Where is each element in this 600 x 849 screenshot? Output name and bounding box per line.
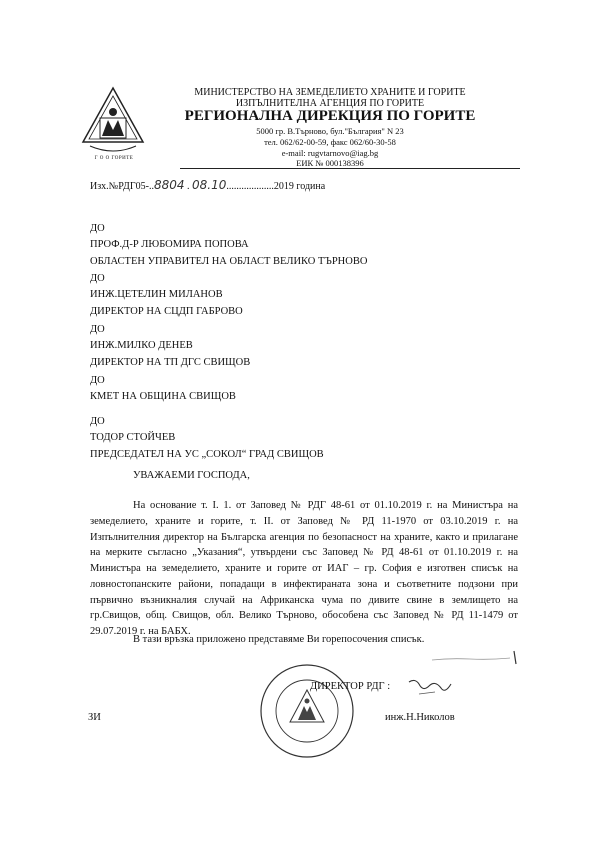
official-stamp-icon bbox=[258, 662, 356, 760]
recipient-block bbox=[90, 414, 324, 463]
recipient-title: ОБЛАСТЕН УПРАВИТЕЛ НА ОБЛАСТ ВЕЛИКО ТЪРНОВО bbox=[90, 255, 368, 267]
recipient-to: ДО bbox=[90, 273, 105, 284]
recipient-block bbox=[90, 373, 236, 406]
phone-fax: тел. 062/62-00-59, факс 062/60-30-58 bbox=[264, 137, 396, 147]
postal-address: 5000 гр. В.Търново, бул."България" N 23 bbox=[256, 126, 404, 136]
reference-number: 8804 bbox=[153, 178, 185, 192]
signer-name: инж.Н.Николов bbox=[385, 712, 455, 723]
author-initials: ЗИ bbox=[88, 712, 101, 723]
recipient-title: ДИРЕКТОР НА СЦДП ГАБРОВО bbox=[90, 305, 243, 317]
recipient-name: ИНЖ.ЦЕТЕЛИН МИЛАНОВ bbox=[90, 289, 223, 301]
regional-directorate-title: РЕГИОНАЛНА ДИРЕКЦИЯ ПО ГОРИТЕ bbox=[184, 108, 476, 124]
recipient-title: ДИРЕКТОР НА ТП ДГС СВИЩОВ bbox=[90, 356, 251, 368]
letter-body: На основание т. I. 1. от Заповед № РДГ 48-61 от 01.10.2019 г. на Министъра на земеделието, храните и горите, т. II. от Заповед № РД 11-1970 от 03.10.2019 г. на Изпълнителния директор на Българска агенция по безопасност на храните, както и прилагане на мерките съгласно „Указания“, утвърдени със Заповед № РД 48-61 от 01.10.2019 г. на Министъра на земеделието, храните и горите от ИАГ – гр. София е изготвен списък на ловностопанските райони, попадащи в инфектираната зона и съответните подзони при първично възникналия случай на Африканска чума по дивите свине в землището на гр.Свищов, общ. Свищов, обл. Велико Търново, обособена със Заповед № РД 11-1479 от 29.07.2019 г. на БАБХ. bbox=[90, 500, 518, 637]
reference-date: 08.10 bbox=[192, 178, 227, 192]
reference-prefix: Изх.№РДГ05- bbox=[90, 181, 149, 192]
reference-line: Изх.№РДГ05-..8804 . 08.10...................2019 година bbox=[90, 178, 326, 192]
recipient-name: ПРОФ.Д-Р ЛЮБОМИРА ПОПОВА bbox=[90, 239, 249, 251]
recipient-name: ИНЖ.МИЛКО ДЕНЕВ bbox=[90, 340, 193, 352]
recipient-to: ДО bbox=[90, 416, 105, 427]
closing-line: В тази връзка приложено представяме Ви горепосочения списък. bbox=[133, 634, 425, 645]
ministry-name: МИНИСТЕРСТВО НА ЗЕМЕДЕЛИЕТО ХРАНИТЕ И ГОРИТЕ bbox=[194, 87, 466, 98]
director-title: ДИРЕКТОР РДГ : bbox=[310, 681, 391, 692]
recipient-to: ДО bbox=[90, 223, 105, 234]
eik-number: ЕИК № 000138396 bbox=[296, 158, 364, 168]
recipient-block bbox=[90, 271, 243, 320]
recipient-name: ТОДОР СТОЙЧЕВ bbox=[90, 432, 176, 444]
header-divider bbox=[180, 168, 520, 169]
signature-icon bbox=[405, 676, 455, 698]
recipient-block bbox=[90, 322, 250, 371]
salutation: УВАЖАЕМИ ГОСПОДА, bbox=[133, 470, 250, 481]
recipient-name: КМЕТ НА ОБЩИНА СВИЩОВ bbox=[90, 391, 236, 403]
recipient-to: ДО bbox=[90, 375, 105, 386]
recipient-block bbox=[90, 221, 367, 270]
logo-caption: Г О О ГОРИТЕ bbox=[94, 156, 134, 161]
agency-name: ИЗПЪЛНИТЕЛНА АГЕНЦИЯ ПО ГОРИТЕ bbox=[235, 98, 425, 109]
recipient-to: ДО bbox=[90, 324, 105, 335]
email-address: e-mail: rugvtarnovo@iag.bg bbox=[281, 148, 379, 158]
reference-year: 2019 година bbox=[273, 181, 326, 192]
handwritten-mark-icon bbox=[430, 648, 530, 668]
recipient-title: ПРЕДСЕДАТЕЛ НА УС „СОКОЛ“ ГРАД СВИЩОВ bbox=[90, 448, 324, 460]
